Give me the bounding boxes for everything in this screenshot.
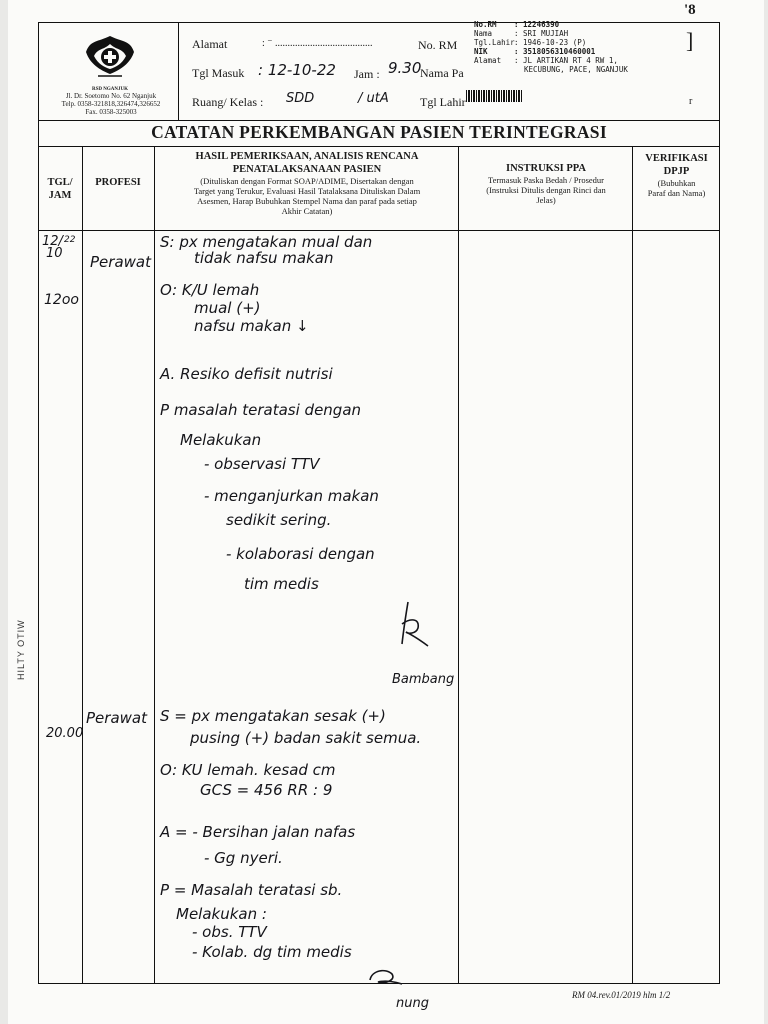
entry2-p-line2: Melakukan :	[176, 905, 267, 923]
sticker-alamat-label: Alamat	[474, 56, 502, 65]
entry1-time: 12oo	[44, 292, 79, 308]
entry1-p-line1: P masalah teratasi dengan	[160, 401, 362, 419]
col-line-4	[632, 146, 633, 984]
entry1-p-line2: Melakukan	[180, 431, 262, 449]
entry1-p-line3: - observasi TTV	[204, 455, 320, 473]
col-instruksi-title: INSTRUKSI PPA	[505, 163, 587, 174]
kelas-field: / utA	[358, 91, 389, 106]
col-hasil-sub-3: Asesmen, Harap Bubuhkan Stempel Nama dan paraf pada setiap	[197, 196, 417, 206]
entry1-p-line6: - kolaborasi dengan	[226, 545, 375, 563]
entry2-o-line1: O: KU lemah. kesad cm	[160, 761, 336, 779]
col-instruksi	[460, 162, 632, 205]
patient-sticker	[474, 20, 674, 74]
sticker-alamat-value: : JL ARTIKAN RT 4 RW 1,	[514, 56, 618, 65]
col-instruksi-sub-2: (Instruksi Ditulis dengan Rinci dan	[486, 185, 606, 195]
col-verifikasi-title-1: VERIFIKASI	[645, 153, 708, 164]
form-footer-code: RM 04.rev.01/2019 hlm 1/2	[572, 990, 671, 1000]
ruang-field: SDD	[286, 91, 315, 106]
entry2-profesi: Perawat	[86, 709, 147, 727]
entry1-profesi: Perawat	[90, 253, 151, 271]
entry1-o-line3: nafsu makan ↓	[194, 317, 309, 335]
nama-label: Nama Pa	[420, 66, 464, 80]
col-verifikasi-title-2: DPJP	[663, 166, 690, 177]
entry2-p-line3: - obs. TTV	[192, 923, 267, 941]
jam-label: Jam :	[354, 67, 380, 81]
tgl-masuk-field: : 12-10-22	[258, 61, 336, 79]
sticker-bracket: ]	[686, 28, 694, 53]
tgl-masuk-label: Tgl Masuk	[192, 66, 245, 80]
entry1-date-month: 10	[46, 246, 63, 261]
col-hasil-sub-2: Target yang Terukur, Evaluasi Hasil Tatalaksana Dituliskan Dalam	[193, 186, 421, 196]
barcode	[466, 90, 522, 102]
col-tgl-jam	[38, 176, 82, 202]
entry2-o-line2: GCS = 456 RR : 9	[200, 781, 333, 799]
col-line-1	[82, 146, 83, 984]
sticker-r-mark: r	[689, 96, 693, 107]
form-title: CATATAN PERKEMBANGAN PASIEN TERINTEGRASI	[151, 122, 607, 142]
entry2-signature-name: nung	[396, 996, 429, 1011]
header-bottom-rule	[38, 230, 720, 231]
title-top-rule	[38, 120, 720, 121]
entry2-a-line2: - Gg nyeri.	[204, 849, 283, 867]
col-profesi: PROFESI	[95, 177, 141, 188]
entry1-p-line7: tim medis	[244, 575, 319, 593]
col-line-3	[458, 146, 459, 984]
sticker-nama-value: : SRI MUJIAH	[514, 29, 569, 38]
margin-bleed-text: HILTY OTIW	[16, 619, 26, 680]
col-hasil-title-2: PENATALAKSANAAN PASIEN	[232, 164, 382, 175]
entry1-date-day: 12/	[42, 234, 63, 249]
signature-scribble-icon	[394, 600, 434, 650]
address-line: Jl. Dr. Soetomo No. 62 Nganjuk	[65, 92, 157, 100]
hospital-logo	[80, 34, 140, 86]
sticker-nik-label: NIK	[474, 47, 488, 56]
ruang-label: Ruang/ Kelas :	[192, 95, 264, 109]
col-line-2	[154, 146, 155, 984]
entry1-s-line2: tidak nafsu makan	[194, 249, 334, 267]
entry2-s-line2: pusing (+) badan sakit semua.	[190, 729, 422, 747]
alamat-field: : ⁻ .......................................	[262, 38, 373, 49]
col-instruksi-sub-3: Jelas)	[536, 195, 556, 205]
sticker-nik-value: : 3518056310460001	[514, 47, 596, 56]
signature-scribble-icon	[366, 966, 406, 990]
norm-label: No. RM	[418, 38, 458, 52]
entry2-p-line4: - Kolab. dg tim medis	[192, 943, 352, 961]
tgl-lahir-label: Tgl Lahir	[420, 95, 466, 109]
col-verifikasi-sub-1: (Bubuhkan	[657, 178, 696, 188]
sticker-alamat-line2: KECUBUNG, PACE, NGANJUK	[524, 65, 628, 74]
sticker-norm-label: No.RM	[474, 20, 497, 29]
col-jam-label: JAM	[48, 190, 72, 201]
entry1-signature-mark	[394, 600, 434, 655]
hospital-address	[50, 92, 172, 116]
logo-caption: RSD NGANJUK	[92, 87, 128, 92]
title-bottom-rule	[38, 146, 720, 147]
entry2-a-line1: A = - Bersihan jalan nafas	[160, 823, 356, 841]
col-verifikasi	[633, 152, 720, 198]
entry2-signature-mark	[366, 966, 406, 995]
sticker-tgl-lahir-label: Tgl.Lahir	[474, 38, 515, 47]
col-hasil-title-1: HASIL PEMERIKSAAN, ANALISIS RENCANA	[195, 151, 419, 162]
entry1-signature-name: Bambang	[392, 672, 455, 687]
col-verifikasi-sub-2: Paraf dan Nama)	[647, 188, 706, 198]
entry1-p-line4: - menganjurkan makan	[204, 487, 379, 505]
corner-mark: '8	[684, 2, 696, 18]
entry1-a-line: A. Resiko defisit nutrisi	[160, 365, 333, 383]
entry2-time: 20.00	[46, 726, 84, 741]
sticker-nama-label: Nama	[474, 29, 493, 38]
sticker-tgl-lahir-value: : 1946-10-23 (P)	[514, 38, 587, 47]
hospital-logo-icon	[80, 34, 140, 86]
entry1-date	[42, 236, 63, 260]
entry1-s-line1: S: px mengatakan mual dan	[160, 233, 373, 251]
jam-field: 9.30	[388, 59, 422, 77]
alamat-label: Alamat	[192, 37, 228, 51]
entry1-o-line1: O: K/U lemah	[160, 281, 260, 299]
entry2-p-line1: P = Masalah teratasi sb.	[160, 881, 343, 899]
entry1-p-line5: sedikit sering.	[226, 511, 332, 529]
entry1-date-year: 22	[64, 235, 76, 245]
col-hasil-sub-4: Akhir Catatan)	[281, 206, 333, 216]
col-tgl-label: TGL/	[47, 177, 73, 188]
col-instruksi-sub-1: Termasuk Paska Bedah / Prosedur	[487, 175, 605, 185]
col-hasil-sub-1: (Dituliskan dengan Format SOAP/ADIME, Disertakan dengan	[200, 176, 414, 186]
fax-line: Fax. 0358-325003	[85, 108, 137, 116]
entry2-s-line1: S = px mengatakan sesak (+)	[160, 707, 386, 725]
phone-line: Telp. 0358-321818,326474,326652	[61, 100, 161, 108]
col-hasil	[156, 150, 458, 216]
header-divider	[178, 22, 179, 120]
sticker-norm-value: : 12246390	[514, 20, 560, 29]
entry1-o-line2: mual (+)	[194, 299, 261, 317]
